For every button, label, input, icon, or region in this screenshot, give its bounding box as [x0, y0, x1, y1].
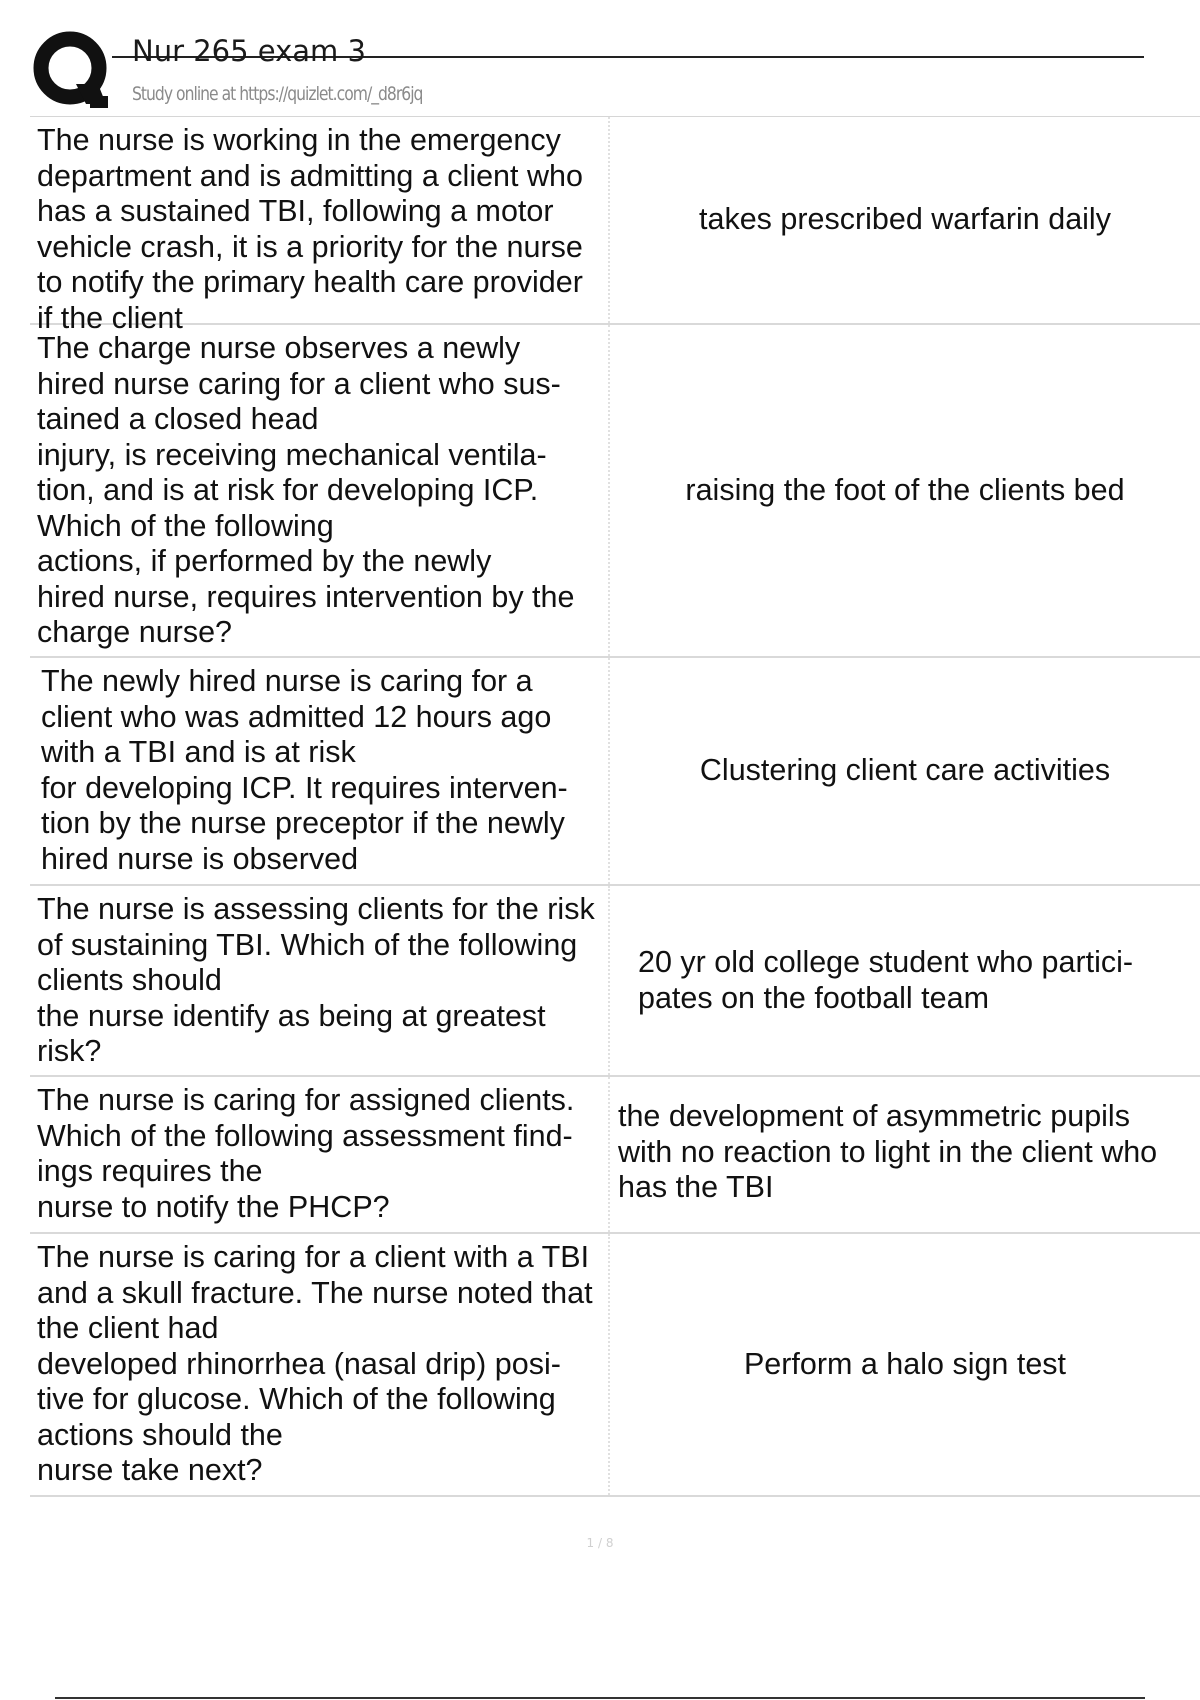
- term-line: if the client: [37, 300, 183, 335]
- term-line: The newly hired nurse is caring for a: [41, 664, 533, 698]
- card-definition: [610, 1234, 1200, 1495]
- term-line: with a TBI and is at risk: [41, 735, 356, 769]
- term-line: vehicle crash, it is a priority for the nurse: [37, 229, 583, 264]
- term-line: nurse take next?: [37, 1453, 263, 1487]
- card-term: [30, 1234, 610, 1495]
- term-line: hired nurse is observed: [41, 841, 359, 876]
- flashcard-row: [30, 1234, 1200, 1497]
- term-line: the client had: [37, 1311, 219, 1345]
- term-line: Which of the following assessment find-: [37, 1118, 573, 1153]
- term-line: The nurse is working in the emergency: [37, 123, 561, 157]
- page-title: Nur 265 exam 3: [132, 34, 366, 68]
- definition-line: raising the foot of the clients bed: [685, 472, 1125, 507]
- term-line: tive for glucose. Which of the following: [37, 1382, 556, 1416]
- term-line: ings requires the: [37, 1154, 263, 1188]
- term-line: tion by the nurse preceptor if the newly: [41, 806, 565, 840]
- card-definition: [610, 117, 1200, 323]
- term-line: has a sustained TBI, following a motor: [37, 194, 554, 228]
- definition-line: Clustering client care activities: [699, 753, 1111, 788]
- term-line: and a skull fracture. The nurse noted that: [37, 1275, 593, 1310]
- term-line: injury, is receiving mechanical ventila-: [37, 437, 547, 472]
- footer-divider: [55, 1697, 1145, 1699]
- term-line: the nurse identify as being at greatest: [37, 998, 546, 1033]
- term-line: department and is admitting a client who: [37, 158, 583, 193]
- page-header: [0, 0, 1200, 118]
- term-line: The nurse is assessing clients for the risk: [37, 892, 595, 926]
- card-definition: [610, 1077, 1200, 1232]
- flashcard-row: [30, 886, 1200, 1077]
- definition-line: with no reaction to light in the client who: [618, 1134, 1158, 1169]
- term-line: to notify the primary health care provider: [37, 265, 583, 299]
- card-term: [30, 117, 610, 335]
- flashcard-row: [30, 117, 1200, 335]
- term-line: charge nurse?: [37, 615, 232, 649]
- term-line: tained a closed head: [37, 402, 319, 436]
- term-line: developed rhinorrhea (nasal drip) posi-: [37, 1346, 561, 1381]
- card-term: [30, 658, 610, 884]
- term-line: The nurse is caring for assigned clients.: [37, 1083, 575, 1117]
- term-line: clients should: [37, 963, 222, 997]
- card-definition: [610, 886, 1200, 1075]
- definition-line: pates on the football team: [638, 980, 989, 1015]
- flashcard-row: [30, 325, 1200, 658]
- card-term: [30, 325, 610, 656]
- card-term: [30, 1077, 610, 1232]
- term-line: client who was admitted 12 hours ago: [41, 699, 552, 734]
- definition-line: the development of asymmetric pupils: [618, 1099, 1130, 1133]
- flashcard-row: [30, 658, 1200, 886]
- definition-line: has the TBI: [618, 1170, 774, 1204]
- term-line: Which of the following: [37, 508, 334, 543]
- study-link[interactable]: Study online at https://quizlet.com/_d8r6jq: [132, 83, 423, 105]
- term-line: actions should the: [37, 1417, 283, 1452]
- term-line: actions, if performed by the newly: [37, 544, 492, 578]
- term-line: hired nurse caring for a client who sus-: [37, 366, 561, 401]
- flashcard-row: [30, 1077, 1200, 1234]
- term-line: hired nurse, requires intervention by the: [37, 579, 575, 614]
- term-line: for developing ICP. It requires interven-: [41, 770, 568, 805]
- definition-line: Perform a halo sign test: [743, 1346, 1067, 1381]
- definition-line: 20 yr old college student who partici-: [638, 945, 1134, 979]
- quizlet-q-logo-icon: [32, 30, 112, 112]
- card-term: [30, 886, 610, 1075]
- term-line: risk?: [37, 1034, 102, 1068]
- term-line: tion, and is at risk for developing ICP.: [37, 473, 539, 507]
- term-line: of sustaining TBI. Which of the following: [37, 927, 578, 962]
- card-definition: [610, 325, 1200, 656]
- page-number: 1 / 8: [586, 1536, 614, 1550]
- card-definition: [610, 658, 1200, 884]
- flashcard-list: [30, 117, 1200, 1497]
- term-line: nurse to notify the PHCP?: [37, 1189, 390, 1224]
- term-line: The nurse is caring for a client with a TBI: [37, 1240, 590, 1274]
- term-line: The charge nurse observes a newly: [37, 331, 521, 365]
- definition-line: takes prescribed warfarin daily: [699, 202, 1111, 237]
